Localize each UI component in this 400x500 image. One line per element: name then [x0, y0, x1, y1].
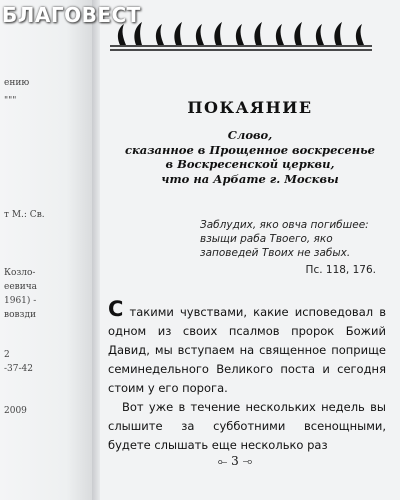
epigraph [200, 218, 385, 260]
page-title: ПОКАЯНИЕ [187, 98, 313, 117]
header-ornament [106, 14, 376, 56]
left-fragment: """ [4, 96, 17, 106]
left-fragment: ению [4, 78, 30, 88]
drop-cap: С [108, 297, 124, 321]
left-fragment: еевича [4, 282, 38, 292]
subtitle [100, 128, 400, 186]
epigraph-line: заповедей Твоих не забых. [200, 247, 351, 259]
left-fragment: 2009 [4, 406, 27, 416]
epigraph-line: Заблудих, яко овча погибшее: [200, 219, 369, 231]
left-fragment: Козло- [4, 268, 36, 278]
subtitle-line: в Воскресенской церкви, [165, 157, 335, 171]
left-fragment: -37-42 [4, 364, 33, 374]
epigraph-reference: Пс. 118, 176. [305, 264, 376, 276]
subtitle-line: Слово, [227, 128, 273, 142]
left-page [0, 0, 95, 500]
page-number-ornament-right: ⊸ [242, 454, 253, 468]
paragraph [108, 297, 386, 398]
epigraph-line: взыщи раба Твоего, яко [200, 233, 333, 245]
watermark-logo: БЛАГОВЕСТ [2, 3, 141, 27]
page-number [200, 454, 270, 469]
subtitle-line: сказанное в Прощенное воскресенье [124, 142, 375, 157]
page-number-value: 3 [231, 454, 239, 468]
left-fragment: т М.: Св. [4, 210, 45, 220]
subtitle-line: что на Арбате г. Москвы [161, 171, 339, 186]
paragraph-text: такими чувствами, какие исповедовал в одном из своих псалмов пророк Божий Давид, мы вступаем на священное поприще семинедельного Великого поста и сегодня стоим у его порога. [108, 305, 386, 395]
left-fragment: 1961) - [4, 296, 37, 306]
paragraph-text: Вот уже в течение нескольких недель вы слышите за субботними всенощными, будете слышать еще несколько раз [108, 400, 386, 452]
left-fragment: вовзди [4, 310, 37, 320]
body-text [108, 297, 386, 455]
paragraph [108, 398, 386, 455]
page-number-ornament-left: ⟜ [217, 454, 228, 468]
left-fragment: 2 [4, 350, 10, 360]
